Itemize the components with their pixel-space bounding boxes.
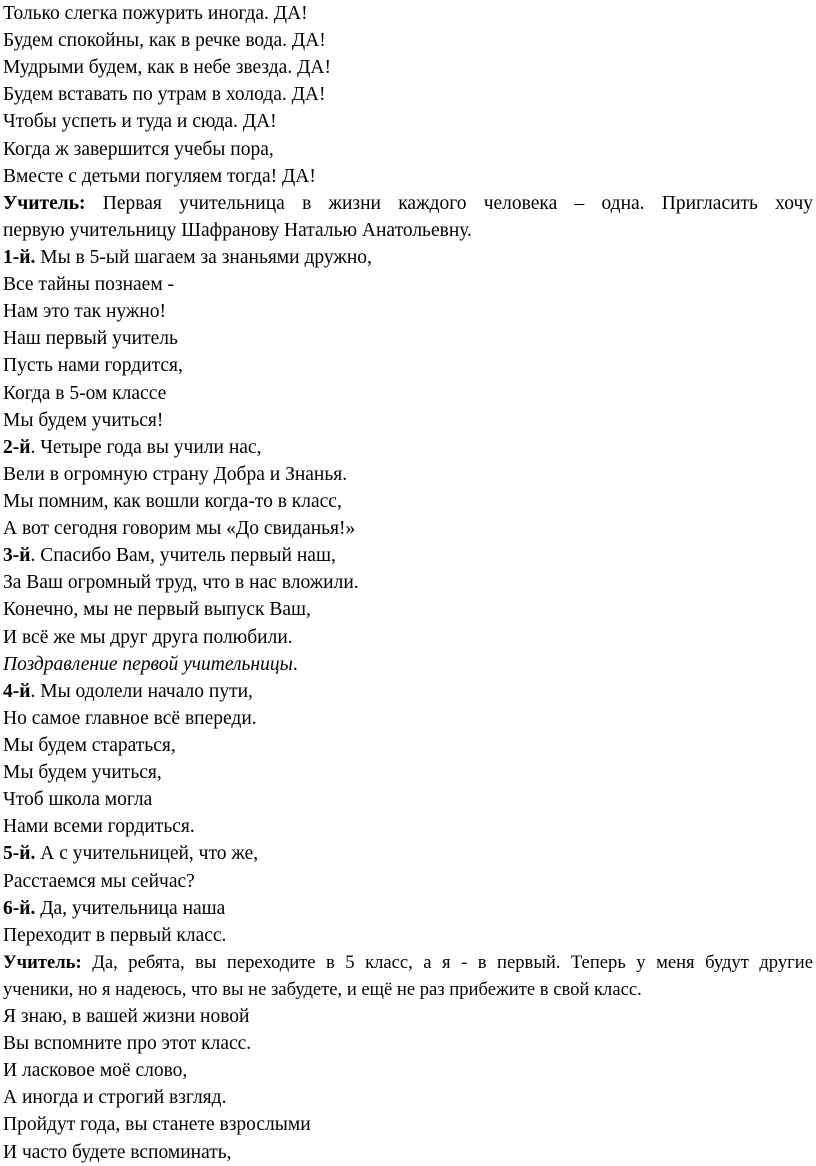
text-line: Вы вспомните про этот класс. [3,1033,252,1055]
text-line [3,190,813,217]
text-line: Чтоб школа могла [3,789,153,811]
text-line: первую учительницу Шафранову Наталью Анатольевну. [3,219,472,241]
text-line [3,244,816,271]
text-line: Вели в огромную страну Добра и Знанья. [3,463,348,485]
text-line [3,895,816,922]
text-line [3,678,816,705]
text-line: И ласковое моё слово, [3,1060,188,1082]
text-line: Нам это так нужно! [3,301,167,323]
text-line: За Ваш огромный труд, что в нас вложили. [3,572,359,594]
line-text: А с учительницей, что же, [35,843,259,865]
speaker-label: 4-й [3,680,31,702]
text-line: А иногда и строгий взгляд. [3,1087,227,1109]
text-line: Чтобы успеть и туда и сюда. ДА! [3,111,277,133]
text-line [3,949,813,976]
speaker-label: 5-й. [3,843,36,865]
text-line: Когда в 5-ом классе [3,382,167,404]
text-line: Наш первый учитель [3,328,178,350]
text-line [3,434,816,461]
text-line: Расстаемся мы сейчас? [3,870,195,892]
text-line [3,840,816,867]
text-line: Пусть нами гордится, [3,355,183,377]
speaker-label: Учитель: [3,951,82,973]
text-line: Но самое главное всё впереди. [3,707,257,729]
text-line: Мы помним, как вошли когда-то в класс, [3,490,342,512]
text-line: Конечно, мы не первый выпуск Ваш, [3,599,311,621]
line-text: . [292,653,298,675]
text-line: Мудрыми будем, как в небе звезда. ДА! [3,57,331,79]
text-line: И всё же мы друг друга полюбили. [3,626,293,648]
speaker-label: 3-й [3,545,31,567]
text-line: Будем спокойны, как в речке вода. ДА! [3,30,326,52]
text-line [3,542,816,569]
text-line: Будем вставать по утрам в холода. ДА! [3,84,326,106]
text-line: ученики, но я надеюсь, что вы не забудете, и ещё не раз прибежите в свой класс. [3,978,642,1000]
text-line: Мы будем учиться! [3,409,164,431]
text-line: И часто будете вспоминать, [3,1141,232,1163]
speaker-label: Учитель: [3,192,86,214]
text-line: Мы будем учиться, [3,762,162,784]
line-text: Да, учительница наша [35,897,226,919]
text-line [3,651,816,678]
line-text: Да, ребята, вы переходите в 5 класс, а я - в первый. Теперь у меня будут другие [81,951,813,973]
text-line: Переходит в первый класс. [3,924,227,946]
text-line: Мы будем стараться, [3,734,176,756]
speaker-label: 2-й [3,436,31,458]
line-text: . Мы одолели начало пути, [30,680,253,702]
stage-direction: Поздравление первой учительницы [3,653,293,675]
text-line: Я знаю, в вашей жизни новой [3,1006,250,1028]
text-line: Вместе с детьми погуляем тогда! ДА! [3,165,316,187]
line-text: . Четыре года вы учили нас, [30,436,262,458]
line-text: Мы в 5-ый шагаем за знаньями дружно, [35,246,372,268]
line-text: Первая учительница в жизни каждого человека – одна. Пригласить хочу [85,192,813,214]
text-line: Только слегка пожурить иногда. ДА! [3,3,308,24]
text-line: А вот сегодня говорим мы «До свиданья!» [3,518,356,540]
text-line: Нами всеми гордиться. [3,816,195,838]
line-text: . Спасибо Вам, учитель первый наш, [30,545,336,567]
speaker-label: 1-й. [3,246,36,268]
text-line: Пройдут года, вы станете взрослыми [3,1114,311,1136]
text-line: Когда ж завершится учебы пора, [3,138,274,160]
speaker-label: 6-й. [3,897,36,919]
text-line: Все тайны познаем - [3,274,175,296]
